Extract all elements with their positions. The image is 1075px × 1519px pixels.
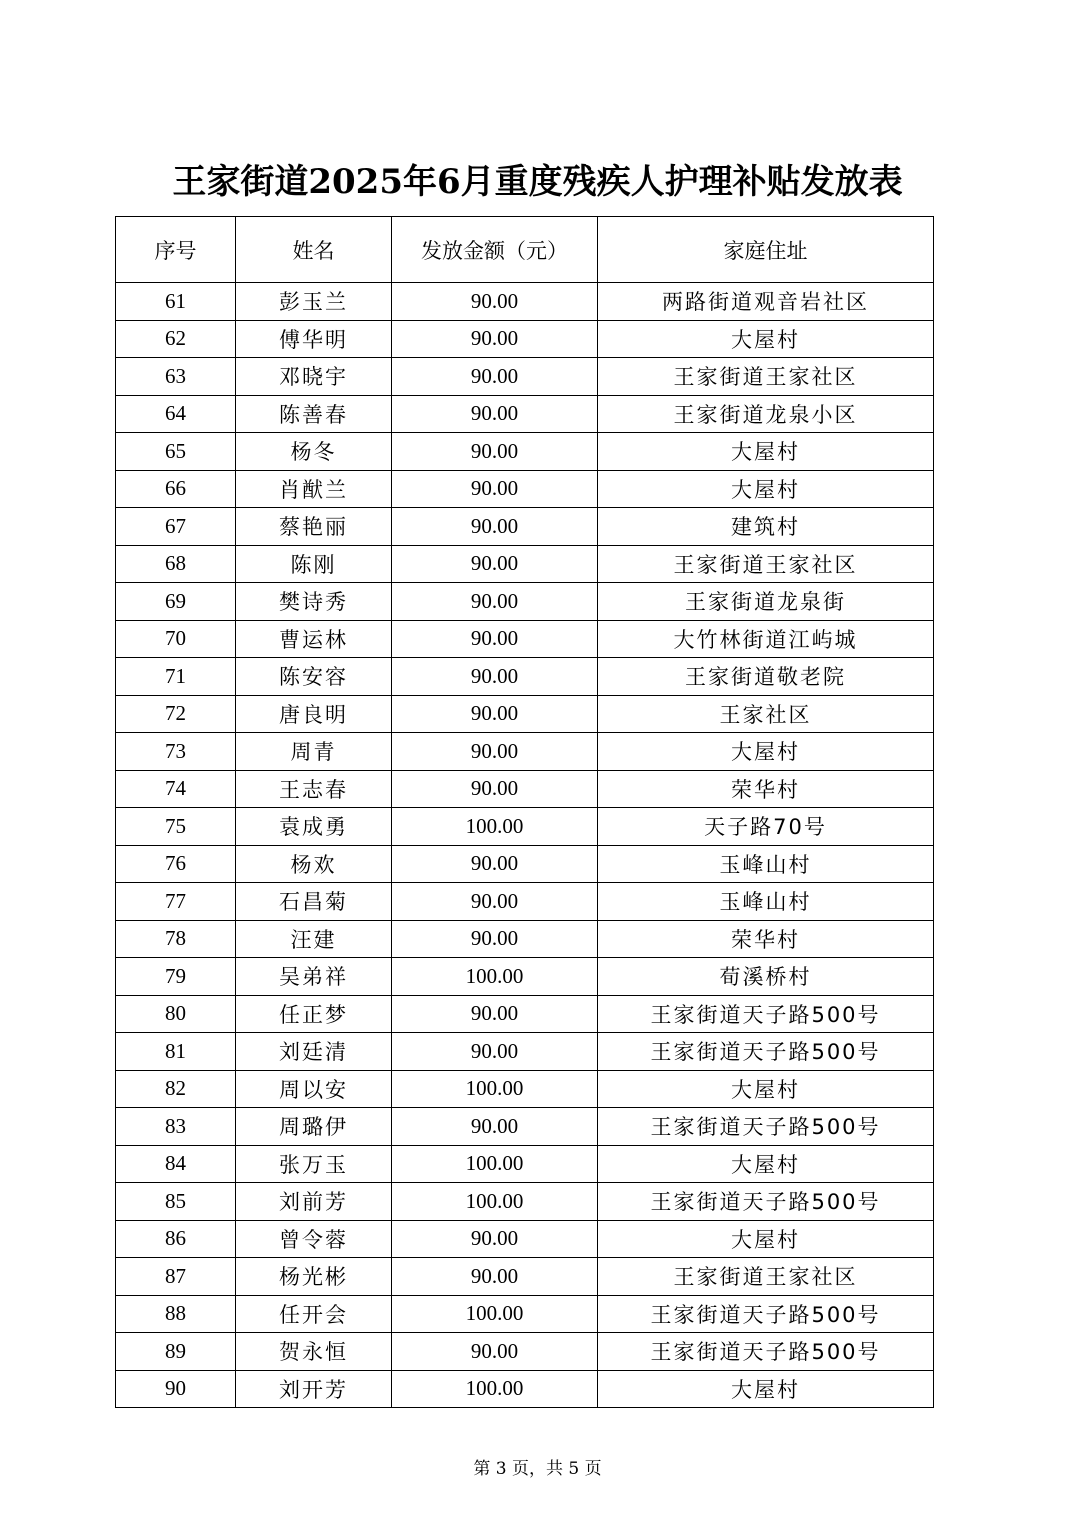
cell-address: 王家街道天子路500号 xyxy=(598,1333,934,1371)
cell-address: 荣华村 xyxy=(598,920,934,958)
cell-amount: 90.00 xyxy=(392,620,598,658)
cell-amount: 90.00 xyxy=(392,920,598,958)
cell-seq: 71 xyxy=(116,658,236,696)
cell-amount: 100.00 xyxy=(392,1145,598,1183)
cell-seq: 88 xyxy=(116,1295,236,1333)
page-number: 第 3 页，共 5 页 xyxy=(473,1459,602,1479)
cell-seq: 68 xyxy=(116,545,236,583)
header-name: 姓名 xyxy=(236,217,392,283)
table-row xyxy=(116,620,934,658)
cell-seq: 83 xyxy=(116,1108,236,1146)
table-row xyxy=(116,1295,934,1333)
table-row xyxy=(116,1220,934,1258)
cell-seq: 64 xyxy=(116,395,236,433)
cell-seq: 82 xyxy=(116,1070,236,1108)
cell-amount: 100.00 xyxy=(392,808,598,846)
cell-amount: 90.00 xyxy=(392,395,598,433)
cell-amount: 90.00 xyxy=(392,320,598,358)
cell-amount: 90.00 xyxy=(392,733,598,771)
cell-name: 任正梦 xyxy=(236,995,392,1033)
table-row xyxy=(116,845,934,883)
cell-address: 两路街道观音岩社区 xyxy=(598,283,934,321)
cell-address: 王家街道敬老院 xyxy=(598,658,934,696)
cell-seq: 86 xyxy=(116,1220,236,1258)
cell-name: 唐良明 xyxy=(236,695,392,733)
cell-name: 樊诗秀 xyxy=(236,583,392,621)
cell-amount: 100.00 xyxy=(392,1295,598,1333)
cell-seq: 78 xyxy=(116,920,236,958)
cell-seq: 65 xyxy=(116,433,236,471)
cell-name: 刘前芳 xyxy=(236,1183,392,1221)
cell-amount: 90.00 xyxy=(392,883,598,921)
cell-amount: 90.00 xyxy=(392,695,598,733)
table-row xyxy=(116,395,934,433)
cell-name: 吴弟祥 xyxy=(236,958,392,996)
cell-address: 王家街道天子路500号 xyxy=(598,1108,934,1146)
cell-seq: 70 xyxy=(116,620,236,658)
cell-name: 周以安 xyxy=(236,1070,392,1108)
cell-seq: 72 xyxy=(116,695,236,733)
cell-amount: 100.00 xyxy=(392,1183,598,1221)
cell-amount: 100.00 xyxy=(392,1070,598,1108)
table-row xyxy=(116,545,934,583)
cell-address: 王家社区 xyxy=(598,695,934,733)
cell-address: 天子路70号 xyxy=(598,808,934,846)
table-row xyxy=(116,1108,934,1146)
cell-name: 曹运林 xyxy=(236,620,392,658)
table-row xyxy=(116,470,934,508)
header-seq: 序号 xyxy=(116,217,236,283)
cell-address: 荀溪桥村 xyxy=(598,958,934,996)
cell-address: 王家街道王家社区 xyxy=(598,1258,934,1296)
cell-seq: 74 xyxy=(116,770,236,808)
cell-name: 石昌菊 xyxy=(236,883,392,921)
cell-amount: 90.00 xyxy=(392,995,598,1033)
cell-address: 大屋村 xyxy=(598,1145,934,1183)
cell-name: 彭玉兰 xyxy=(236,283,392,321)
cell-seq: 73 xyxy=(116,733,236,771)
cell-name: 刘开芳 xyxy=(236,1370,392,1408)
table-row xyxy=(116,883,934,921)
cell-address: 大屋村 xyxy=(598,1070,934,1108)
cell-name: 张万玉 xyxy=(236,1145,392,1183)
table-row xyxy=(116,283,934,321)
cell-name: 杨冬 xyxy=(236,433,392,471)
table-row xyxy=(116,770,934,808)
table-row xyxy=(116,733,934,771)
table-row xyxy=(116,995,934,1033)
cell-seq: 80 xyxy=(116,995,236,1033)
cell-name: 周璐伊 xyxy=(236,1108,392,1146)
cell-amount: 90.00 xyxy=(392,1033,598,1071)
cell-seq: 66 xyxy=(116,470,236,508)
table-row xyxy=(116,1033,934,1071)
cell-amount: 90.00 xyxy=(392,1333,598,1371)
table-row xyxy=(116,1258,934,1296)
cell-seq: 63 xyxy=(116,358,236,396)
cell-address: 王家街道王家社区 xyxy=(598,358,934,396)
cell-name: 傅华明 xyxy=(236,320,392,358)
table-row xyxy=(116,1183,934,1221)
cell-name: 杨光彬 xyxy=(236,1258,392,1296)
cell-name: 肖猷兰 xyxy=(236,470,392,508)
cell-name: 汪建 xyxy=(236,920,392,958)
cell-name: 陈刚 xyxy=(236,545,392,583)
cell-address: 王家街道龙泉小区 xyxy=(598,395,934,433)
cell-address: 大竹林街道江屿城 xyxy=(598,620,934,658)
cell-address: 玉峰山村 xyxy=(598,883,934,921)
cell-seq: 84 xyxy=(116,1145,236,1183)
table-row xyxy=(116,358,934,396)
table-row xyxy=(116,1145,934,1183)
cell-name: 曾令蓉 xyxy=(236,1220,392,1258)
cell-amount: 90.00 xyxy=(392,358,598,396)
document-title: 王家街道2025年6月重度残疾人护理补贴发放表 xyxy=(172,162,903,202)
table-body xyxy=(116,283,934,1408)
cell-address: 大屋村 xyxy=(598,320,934,358)
table-row xyxy=(116,695,934,733)
cell-address: 荣华村 xyxy=(598,770,934,808)
cell-address: 大屋村 xyxy=(598,733,934,771)
cell-amount: 90.00 xyxy=(392,433,598,471)
cell-name: 袁成勇 xyxy=(236,808,392,846)
cell-seq: 61 xyxy=(116,283,236,321)
cell-name: 邓晓宇 xyxy=(236,358,392,396)
table-row xyxy=(116,1370,934,1408)
cell-name: 刘廷清 xyxy=(236,1033,392,1071)
cell-name: 蔡艳丽 xyxy=(236,508,392,546)
cell-amount: 90.00 xyxy=(392,658,598,696)
cell-amount: 100.00 xyxy=(392,1370,598,1408)
cell-amount: 90.00 xyxy=(392,583,598,621)
cell-seq: 69 xyxy=(116,583,236,621)
cell-address: 王家街道天子路500号 xyxy=(598,1295,934,1333)
cell-name: 王志春 xyxy=(236,770,392,808)
cell-address: 大屋村 xyxy=(598,1370,934,1408)
cell-seq: 62 xyxy=(116,320,236,358)
table-header-row xyxy=(116,217,934,283)
cell-seq: 77 xyxy=(116,883,236,921)
table-row xyxy=(116,320,934,358)
cell-name: 周青 xyxy=(236,733,392,771)
cell-amount: 90.00 xyxy=(392,1258,598,1296)
cell-amount: 90.00 xyxy=(392,1220,598,1258)
cell-name: 任开会 xyxy=(236,1295,392,1333)
cell-address: 王家街道龙泉街 xyxy=(598,583,934,621)
table-row xyxy=(116,1070,934,1108)
cell-address: 建筑村 xyxy=(598,508,934,546)
table-row xyxy=(116,808,934,846)
cell-name: 陈善春 xyxy=(236,395,392,433)
cell-seq: 67 xyxy=(116,508,236,546)
cell-address: 王家街道天子路500号 xyxy=(598,1183,934,1221)
cell-seq: 81 xyxy=(116,1033,236,1071)
cell-address: 玉峰山村 xyxy=(598,845,934,883)
cell-amount: 90.00 xyxy=(392,770,598,808)
cell-seq: 76 xyxy=(116,845,236,883)
cell-seq: 79 xyxy=(116,958,236,996)
cell-amount: 90.00 xyxy=(392,283,598,321)
table-row xyxy=(116,920,934,958)
cell-seq: 85 xyxy=(116,1183,236,1221)
cell-name: 贺永恒 xyxy=(236,1333,392,1371)
table-row xyxy=(116,583,934,621)
header-amount: 发放金额（元） xyxy=(392,217,598,283)
cell-seq: 89 xyxy=(116,1333,236,1371)
cell-address: 大屋村 xyxy=(598,433,934,471)
cell-address: 王家街道王家社区 xyxy=(598,545,934,583)
cell-seq: 75 xyxy=(116,808,236,846)
cell-name: 陈安容 xyxy=(236,658,392,696)
table-row xyxy=(116,508,934,546)
cell-amount: 100.00 xyxy=(392,958,598,996)
cell-name: 杨欢 xyxy=(236,845,392,883)
cell-seq: 90 xyxy=(116,1370,236,1408)
cell-address: 王家街道天子路500号 xyxy=(598,1033,934,1071)
table-row xyxy=(116,658,934,696)
cell-amount: 90.00 xyxy=(392,845,598,883)
cell-amount: 90.00 xyxy=(392,508,598,546)
table-row xyxy=(116,1333,934,1371)
cell-address: 大屋村 xyxy=(598,470,934,508)
header-address: 家庭住址 xyxy=(598,217,934,283)
subsidy-table xyxy=(115,216,934,1408)
cell-address: 王家街道天子路500号 xyxy=(598,995,934,1033)
cell-amount: 90.00 xyxy=(392,545,598,583)
cell-amount: 90.00 xyxy=(392,1108,598,1146)
table-row xyxy=(116,433,934,471)
table-row xyxy=(116,958,934,996)
cell-seq: 87 xyxy=(116,1258,236,1296)
cell-address: 大屋村 xyxy=(598,1220,934,1258)
cell-amount: 90.00 xyxy=(392,470,598,508)
